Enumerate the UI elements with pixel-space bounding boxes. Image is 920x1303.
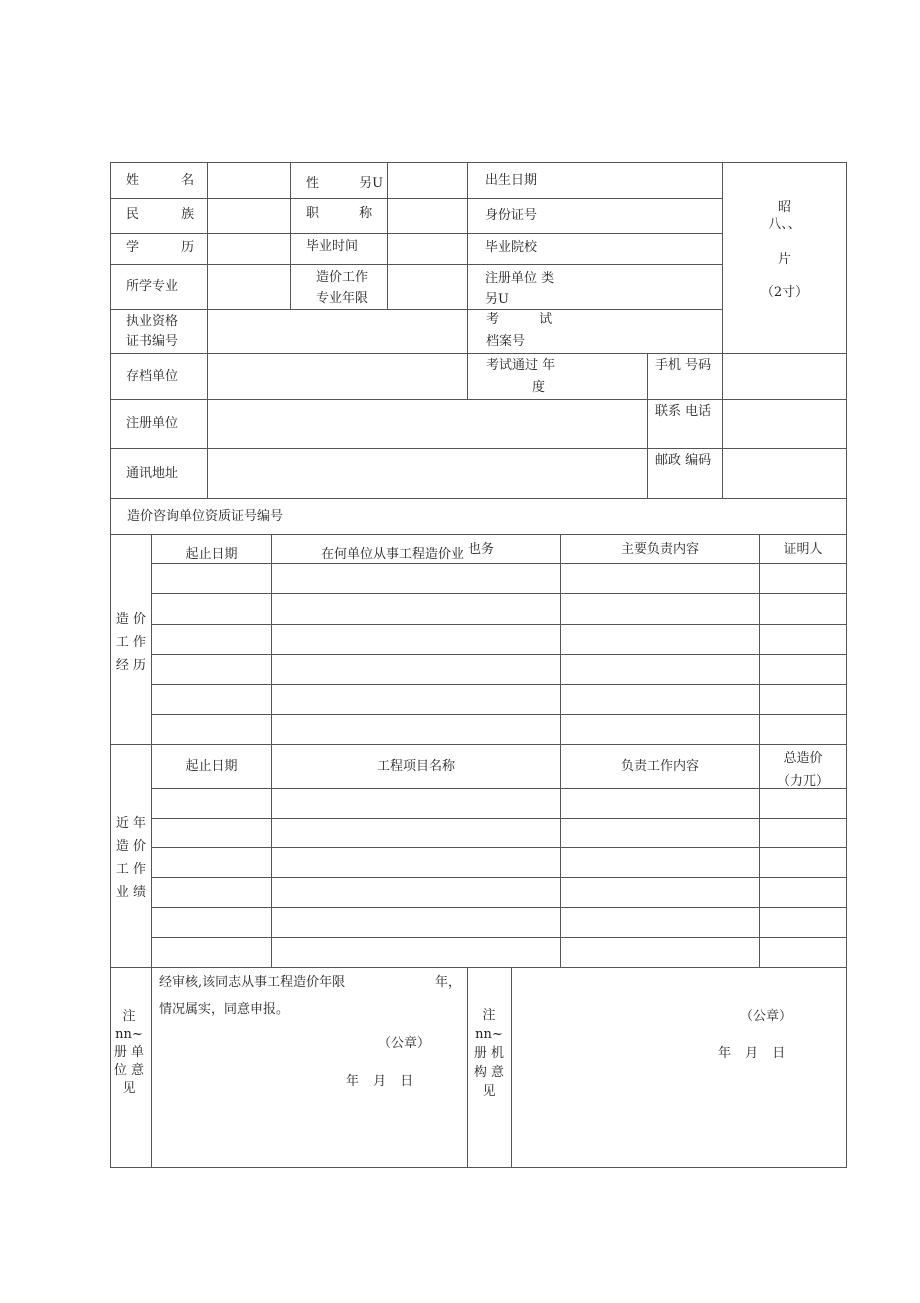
rule [110, 353, 847, 354]
address-label: 通讯地址 [126, 466, 179, 481]
reg-type-label-line-2: 另U [485, 292, 509, 307]
rule [151, 534, 152, 1168]
rule [110, 309, 723, 310]
work-years-label-line-1: 造价工作 [316, 270, 369, 285]
cert-number-label-line-1: 执业资格 [126, 314, 179, 329]
major-label: 所学专业 [126, 279, 179, 294]
reg-unit-opinion-side-label: 注 nn~ 册 单 位 意 见 [113, 1009, 145, 1096]
rule [151, 818, 847, 819]
rule [271, 534, 272, 968]
photo-placeholder-line-3: 片 [777, 252, 791, 267]
rule [151, 847, 847, 848]
rule [511, 967, 512, 1168]
ethnicity-label: 民 族 [126, 207, 195, 222]
pass-year-label-line-1: 考试通过 年 [486, 358, 556, 373]
rule [151, 624, 847, 625]
rule [151, 684, 847, 685]
performance-side-label: 近 年 造 价 工 作 业 绩 [115, 816, 147, 900]
birth-date-label: 出生日期 [485, 173, 538, 188]
cert-number-label-line-2: 证书编号 [126, 334, 179, 349]
reg-unit-label: 注册单位 [126, 416, 179, 431]
agency-date: 年 月 日 [718, 1046, 786, 1061]
exam-file-label-line-2: 档案号 [486, 334, 526, 349]
rule [110, 233, 723, 234]
rule [110, 264, 723, 265]
zip-code-label: 邮政 编码 [655, 453, 712, 468]
work-col-duty: 主要负责内容 [620, 542, 699, 557]
perf-col-project: 工程项目名称 [376, 759, 455, 774]
school-label: 毕业院校 [485, 240, 538, 255]
review-statement-line-1: 经审核,该同志从事工程造价年限 [159, 975, 346, 990]
rule [151, 714, 847, 715]
photo-placeholder-line-2: 八、、 [768, 217, 801, 232]
perf-col-date: 起止日期 [185, 759, 238, 774]
rule [151, 877, 847, 878]
rule [467, 967, 468, 1168]
rule [110, 744, 847, 745]
work-col-witness: 证明人 [783, 542, 823, 557]
graduation-time-label: 毕业时间 [306, 239, 359, 254]
photo-size-label: （2寸） [760, 285, 809, 300]
perf-col-cost-line-2: （力兀） [776, 774, 829, 789]
rule [110, 162, 847, 163]
rule [151, 937, 847, 938]
reg-unit-date: 年 月 日 [346, 1074, 414, 1089]
exam-file-label-line-1: 考 试 [486, 312, 553, 327]
rule [151, 593, 847, 594]
id-number-label: 身份证号 [485, 208, 538, 223]
perf-col-cost-line-1: 总造价 [783, 751, 823, 766]
education-label: 学 历 [126, 240, 195, 255]
rule [207, 162, 208, 499]
rule [290, 162, 291, 310]
review-year-suffix: 年， [435, 975, 462, 990]
rule [110, 448, 847, 449]
name-label: 姓 名 [126, 173, 195, 188]
phone-label: 联系 电话 [655, 404, 712, 419]
rule [846, 162, 847, 1168]
rule [110, 198, 723, 199]
reg-unit-seal: （公章） [378, 1036, 431, 1051]
reg-type-label-line-1: 注册单位 类 [485, 271, 555, 286]
rule [151, 654, 847, 655]
rule [110, 399, 847, 400]
qualification-number-label: 造价咨询单位资质证号编号 [127, 509, 284, 524]
rule [110, 534, 847, 535]
agency-seal: （公章） [740, 1009, 793, 1024]
rule [647, 353, 648, 499]
rule [110, 498, 847, 499]
work-col-date: 起止日期 [185, 547, 238, 562]
work-col-unit-tail: 也务 [468, 542, 495, 557]
rule [151, 907, 847, 908]
rule [110, 967, 847, 968]
pass-year-label-line-2: 度 [532, 380, 546, 395]
work-history-side-label: 造 价 工 作 经 历 [115, 612, 147, 673]
work-col-unit: 在何单位从事工程造价业 [321, 547, 465, 562]
mobile-label: 手机 号码 [655, 358, 712, 373]
work-years-label-line-2: 专业年限 [316, 291, 369, 306]
rule [467, 162, 468, 400]
rule [151, 788, 847, 789]
photo-placeholder-line-1: 昭 [777, 200, 791, 215]
review-statement-line-2: 情况属实，同意申报。 [159, 1002, 290, 1017]
archive-unit-label: 存档单位 [126, 369, 179, 384]
rule [387, 162, 388, 310]
job-title-label: 职 称 [306, 206, 373, 221]
rule [560, 534, 561, 968]
rule [110, 1167, 847, 1168]
perf-col-work: 负责工作内容 [620, 759, 699, 774]
agency-opinion-side-label: 注 nn~ 册 机 构 意 见 [473, 1008, 505, 1099]
gender-label: 性 另U [306, 176, 384, 191]
